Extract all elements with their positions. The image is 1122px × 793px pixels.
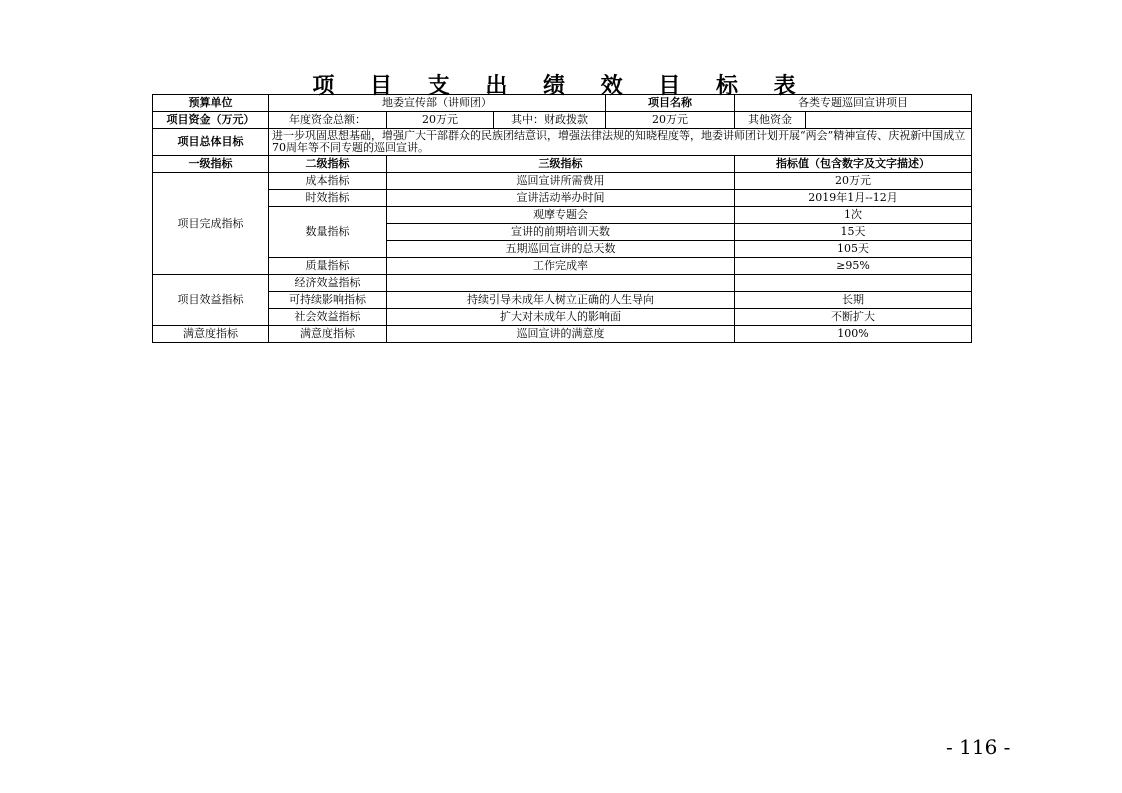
page-number: - 116 - <box>946 735 1011 759</box>
annual-total-value: 20万元 <box>387 112 494 129</box>
level2-cell: 可持续影响指标 <box>269 292 387 309</box>
column-header-value: 指标值（包含数字及文字描述） <box>735 156 972 173</box>
value-cell: 100% <box>735 326 972 343</box>
value-cell <box>735 275 972 292</box>
fiscal-label: 其中：财政拨款 <box>494 112 606 129</box>
level1-satisfaction: 满意度指标 <box>153 326 269 343</box>
level3-cell: 观摩专题会 <box>387 207 735 224</box>
table-row <box>153 207 972 224</box>
value-cell: 15天 <box>735 224 972 241</box>
project-name-value: 各类专题巡回宣讲项目 <box>735 95 972 112</box>
budget-unit-label: 预算单位 <box>153 95 269 112</box>
other-funds-value <box>806 112 972 129</box>
level3-cell: 宣讲活动举办时间 <box>387 190 735 207</box>
value-cell: ≥95% <box>735 258 972 275</box>
table-row <box>153 275 972 292</box>
budget-unit-value: 地委宣传部（讲师团） <box>269 95 606 112</box>
header-row <box>153 95 972 112</box>
value-cell: 不断扩大 <box>735 309 972 326</box>
level1-completion: 项目完成指标 <box>153 173 269 275</box>
performance-target-table <box>152 94 972 343</box>
goal-text: 进一步巩固思想基础，增强广大干部群众的民族团结意识，增强法律法规的知晓程度等，地委讲师团计划开展“两会”精神宣传、庆祝新中国成立70周年等不同专题的巡回宣讲。 <box>269 129 972 156</box>
table-row <box>153 190 972 207</box>
table-row <box>153 292 972 309</box>
value-cell: 105天 <box>735 241 972 258</box>
table-row <box>153 309 972 326</box>
column-header-row <box>153 156 972 173</box>
value-cell: 长期 <box>735 292 972 309</box>
level2-cell: 满意度指标 <box>269 326 387 343</box>
goal-label: 项目总体目标 <box>153 129 269 156</box>
column-header-level1: 一级指标 <box>153 156 269 173</box>
level3-cell: 扩大对未成年人的影响面 <box>387 309 735 326</box>
table-row <box>153 326 972 343</box>
level2-cell: 成本指标 <box>269 173 387 190</box>
page-title: 项 目 支 出 绩 效 目 标 表 <box>312 74 810 99</box>
value-cell: 1次 <box>735 207 972 224</box>
funds-row <box>153 112 972 129</box>
level2-cell: 经济效益指标 <box>269 275 387 292</box>
column-header-level3: 三级指标 <box>387 156 735 173</box>
fiscal-value: 20万元 <box>606 112 735 129</box>
level2-cell: 质量指标 <box>269 258 387 275</box>
level3-cell: 巡回宣讲所需费用 <box>387 173 735 190</box>
other-funds-label: 其他资金 <box>735 112 806 129</box>
table-row <box>153 173 972 190</box>
funds-label: 项目资金（万元） <box>153 112 269 129</box>
column-header-level2: 二级指标 <box>269 156 387 173</box>
level2-cell: 时效指标 <box>269 190 387 207</box>
level2-cell: 社会效益指标 <box>269 309 387 326</box>
level3-cell: 宣讲的前期培训天数 <box>387 224 735 241</box>
level3-cell <box>387 275 735 292</box>
level3-cell: 持续引导未成年人树立正确的人生导向 <box>387 292 735 309</box>
value-cell: 2019年1月--12月 <box>735 190 972 207</box>
value-cell: 20万元 <box>735 173 972 190</box>
table-row <box>153 258 972 275</box>
annual-total-label: 年度资金总额： <box>269 112 387 129</box>
project-name-label: 项目名称 <box>606 95 735 112</box>
goal-row <box>153 129 972 156</box>
level2-cell: 数量指标 <box>269 207 387 258</box>
level3-cell: 巡回宣讲的满意度 <box>387 326 735 343</box>
level3-cell: 工作完成率 <box>387 258 735 275</box>
level3-cell: 五期巡回宣讲的总天数 <box>387 241 735 258</box>
level1-benefit: 项目效益指标 <box>153 275 269 326</box>
